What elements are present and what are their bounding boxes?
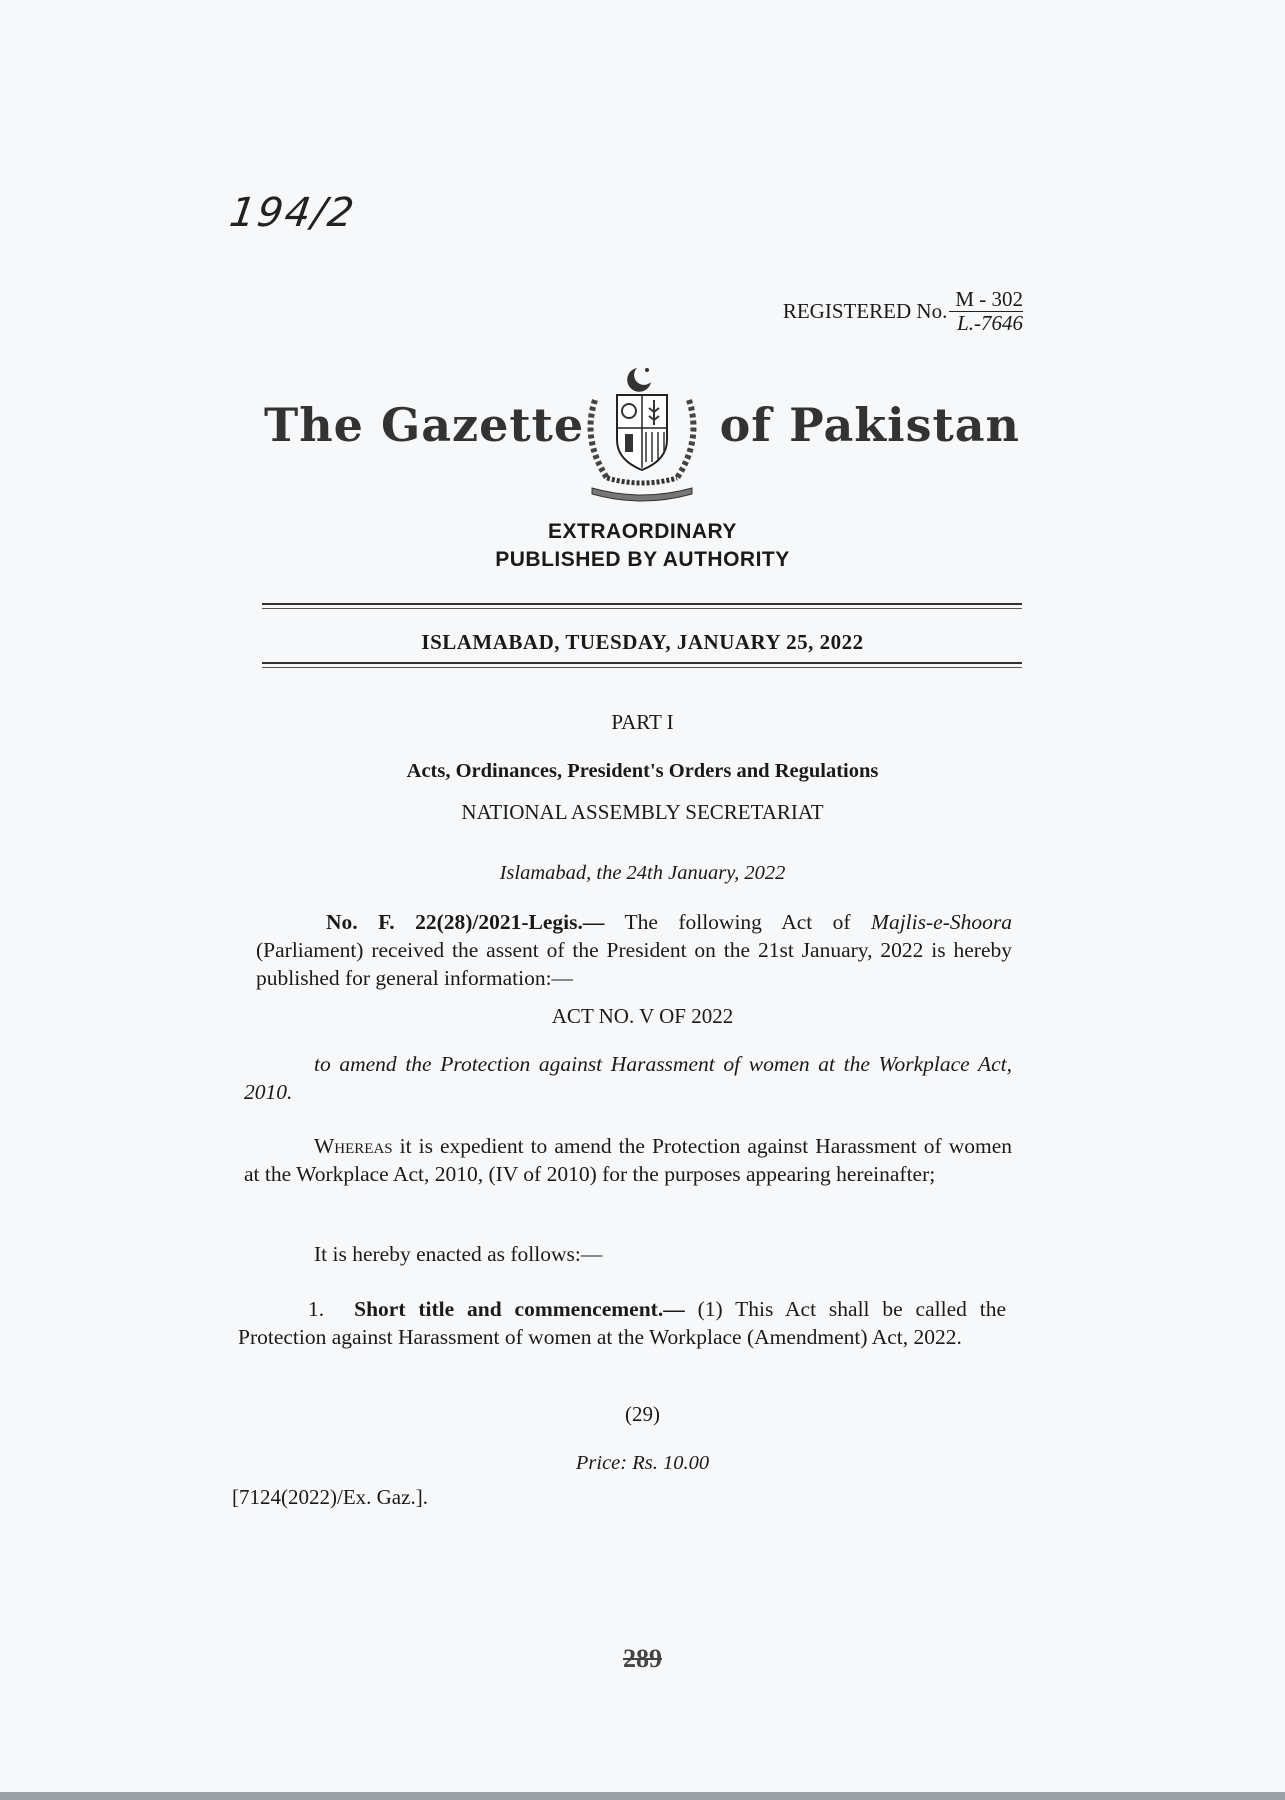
stamp-number: 289 bbox=[623, 1644, 662, 1673]
section-title: Acts, Ordinances, President's Orders and Regulations bbox=[406, 760, 879, 782]
section-heading: Short title and commencement.— bbox=[354, 1297, 685, 1321]
price: Price: Rs. 10.00 bbox=[575, 1452, 710, 1474]
registered-label: REGISTERED No. bbox=[782, 298, 948, 323]
masthead bbox=[262, 360, 1022, 510]
place-date: Islamabad, the 24th January, 2022 bbox=[499, 862, 786, 884]
section-1 bbox=[238, 1295, 1006, 1351]
act-purpose: to amend the Protection against Harassment of women at the Workplace Act, 2010. bbox=[244, 1052, 1012, 1104]
masthead-right: of Pakistan bbox=[719, 398, 1020, 452]
divider-bottom bbox=[262, 662, 1022, 668]
notice-paragraph bbox=[256, 908, 1012, 992]
preamble-lead: Whereas bbox=[314, 1134, 393, 1158]
enacting-clause: It is hereby enacted as follows:— bbox=[314, 1242, 603, 1266]
registered-number bbox=[783, 288, 1023, 334]
secretariat-heading: NATIONAL ASSEMBLY SECRETARIAT bbox=[461, 800, 824, 824]
notice-ref: No. F. 22(28)/2021-Legis.— bbox=[326, 910, 605, 934]
notice-text: The following Act of bbox=[604, 910, 872, 934]
preamble-text: it is expedient to amend the Protection against Harassment of women at the Workplace Act, 2010, (IV of 2010) for the purposes appearing hereinafter; bbox=[244, 1134, 1012, 1186]
notice-italic: Majlis-e-Shoora bbox=[871, 910, 1012, 934]
act-number: ACT NO. V OF 2022 bbox=[551, 1004, 734, 1028]
registered-numerator: M - 302 bbox=[949, 288, 1023, 312]
section-number: 1. bbox=[308, 1297, 325, 1321]
masthead-left: The Gazette bbox=[264, 398, 585, 452]
print-reference: [7124(2022)/Ex. Gaz.]. bbox=[232, 1485, 428, 1509]
preamble-paragraph bbox=[244, 1132, 1012, 1188]
state-emblem-icon bbox=[567, 360, 717, 510]
registered-denominator: L.-7646 bbox=[957, 311, 1023, 336]
part-heading: PART I bbox=[611, 710, 674, 734]
page-number: (29) bbox=[625, 1402, 660, 1426]
scan-edge bbox=[0, 1792, 1285, 1800]
notice-text-cont: (Parliament) received the assent of the President on the 21st January, 2022 is hereby published for general information:— bbox=[256, 938, 1012, 990]
dateline: ISLAMABAD, TUESDAY, JANUARY 25, 2022 bbox=[421, 630, 864, 654]
extraordinary-label: EXTRAORDINARY bbox=[548, 520, 737, 543]
handwritten-note: 194/2 bbox=[226, 190, 359, 236]
published-by-authority-label: PUBLISHED BY AUTHORITY bbox=[495, 548, 790, 571]
divider-top bbox=[262, 603, 1022, 609]
section-text: (1) This Act shall be called the Protection against Harassment of women at the Workplace (Amendment) Act, 2022. bbox=[238, 1297, 1006, 1349]
